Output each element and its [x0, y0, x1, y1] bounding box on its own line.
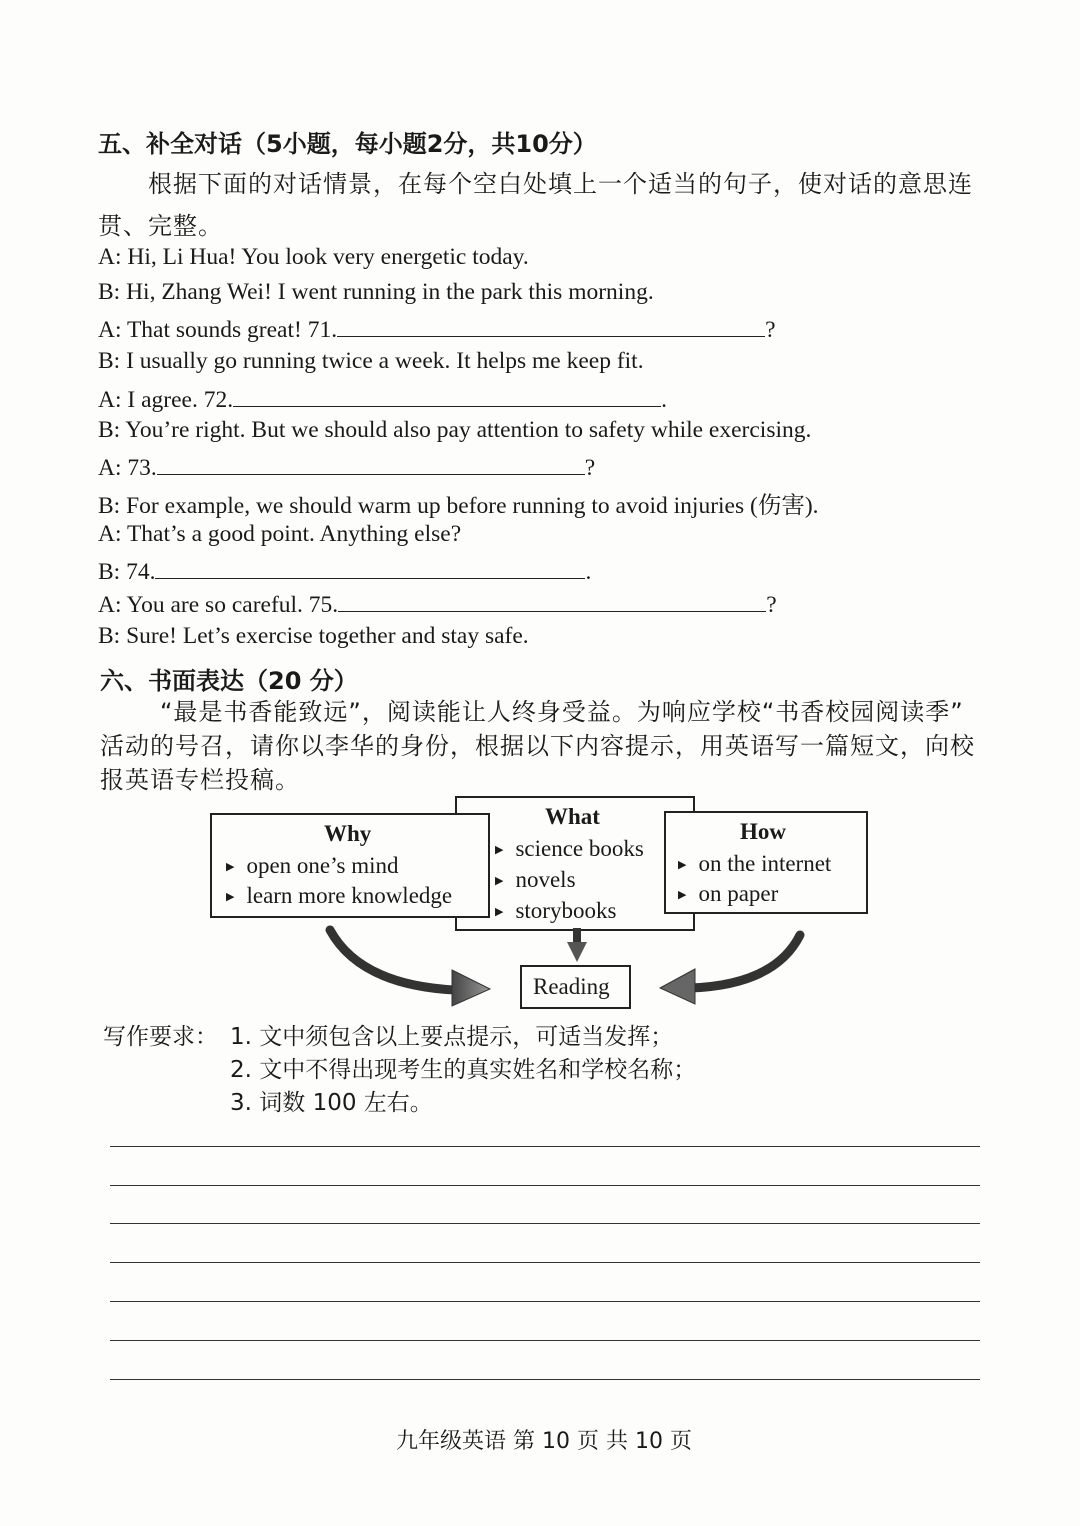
bullet-triangle-icon: ▶ — [495, 875, 504, 887]
section-5-instruction-line-2: 贯、完整。 — [98, 212, 223, 240]
page-footer: 九年级英语 第 10 页 共 10 页 — [396, 1429, 692, 1454]
why-item-2: ▶ learn more knowledge — [226, 883, 453, 908]
how-item-2: ▶ on paper — [678, 881, 779, 906]
bullet-triangle-icon: ▶ — [495, 844, 504, 856]
dialogue-line-4: B: I usually go running twice a week. It helps me keep fit. — [98, 348, 644, 374]
writing-line[interactable] — [110, 1340, 980, 1341]
writing-line[interactable] — [110, 1146, 980, 1147]
section-6-paragraph-line-2: 活动的号召，请你以李华的身份，根据以下内容提示，用英语写一篇短文，向校 — [100, 732, 975, 760]
writing-line[interactable] — [110, 1185, 980, 1186]
dialogue-line-7: A: 73. ? — [98, 452, 595, 482]
what-item-1: ▶ science books — [495, 836, 644, 861]
requirement-2: 2. 文中不得出现考生的真实姓名和学校名称； — [230, 1057, 697, 1083]
how-title: How — [740, 819, 786, 844]
dialogue-line-2: B: Hi, Zhang Wei! I went running in the park this morning. — [98, 279, 654, 305]
how-item-1: ▶ on the internet — [678, 851, 832, 876]
what-item-3: ▶ storybooks — [495, 898, 617, 923]
requirement-1: 1. 文中须包含以上要点提示，可适当发挥； — [230, 1024, 674, 1050]
bullet-triangle-icon: ▶ — [226, 861, 235, 873]
section-6-paragraph-line-1: “最是书香能致远”，阅读能让人终身受益。为响应学校“书香校园阅读季” — [160, 698, 964, 726]
requirements-label: 写作要求： — [103, 1024, 218, 1050]
bullet-triangle-icon: ▶ — [678, 859, 687, 871]
dialogue-line-3: A: That sounds great! 71. ? — [98, 314, 776, 344]
bullet-triangle-icon: ▶ — [226, 891, 235, 903]
what-title: What — [545, 804, 600, 829]
dialogue-line-11: A: You are so careful. 75. ? — [98, 589, 777, 619]
why-title: Why — [324, 821, 372, 846]
section-6-paragraph-line-3: 报英语专栏投稿。 — [100, 766, 300, 794]
reading-label: Reading — [533, 974, 610, 999]
left-curved-arrow-icon — [330, 930, 490, 1006]
dialogue-line-8: B: For example, we should warm up before running to avoid injuries (伤害). — [98, 493, 819, 519]
dialogue-line-10: B: 74. . — [98, 556, 591, 586]
writing-line[interactable] — [110, 1262, 980, 1263]
right-curved-arrow-icon — [660, 935, 800, 1004]
what-item-2: ▶ novels — [495, 867, 576, 892]
why-item-1: ▶ open one’s mind — [226, 853, 399, 878]
section-5-instruction-line-1: 根据下面的对话情景，在每个空白处填上一个适当的句子，使对话的意思连 — [148, 170, 973, 198]
writing-line[interactable] — [110, 1223, 980, 1224]
dialogue-line-5: A: I agree. 72. . — [98, 384, 667, 414]
dialogue-line-1: A: Hi, Li Hua! You look very energetic today. — [98, 244, 529, 270]
section-5-heading: 五、补全对话（5小题，每小题2分，共10分） — [98, 130, 597, 158]
down-arrow-icon — [567, 928, 587, 962]
section-6-heading: 六、书面表达（20 分） — [100, 667, 358, 695]
dialogue-line-9: A: That’s a good point. Anything else? — [98, 521, 462, 547]
dialogue-line-12: B: Sure! Let’s exercise together and stay safe. — [98, 623, 529, 649]
writing-line[interactable] — [110, 1301, 980, 1302]
bullet-triangle-icon: ▶ — [495, 906, 504, 918]
dialogue-line-6: B: You’re right. But we should also pay attention to safety while exercising. — [98, 417, 812, 443]
writing-line[interactable] — [110, 1379, 980, 1380]
bullet-triangle-icon: ▶ — [678, 889, 687, 901]
requirement-3: 3. 词数 100 左右。 — [230, 1090, 433, 1116]
